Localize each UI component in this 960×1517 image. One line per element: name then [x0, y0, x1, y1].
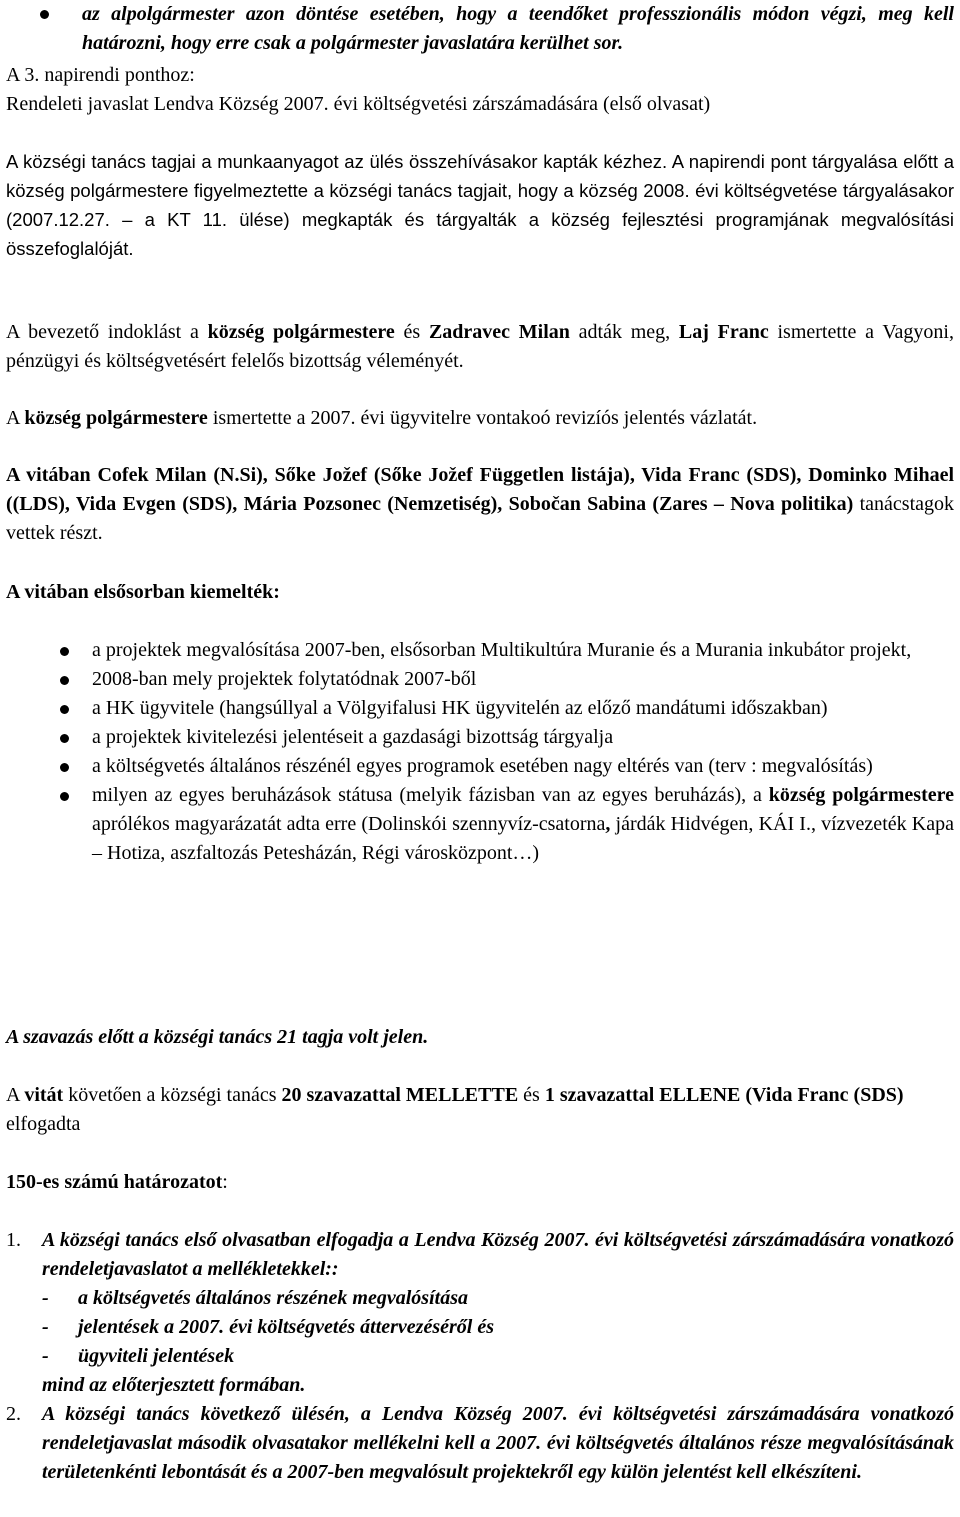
bullet-dot-icon	[60, 647, 69, 656]
bullet-dot-icon	[60, 676, 69, 685]
resolution-closing: mind az előterjesztett formában.	[42, 1374, 306, 1396]
resolution-number: 2.	[6, 1403, 21, 1425]
list-item: - ügyviteli jelentések	[42, 1345, 235, 1367]
list-item: - jelentések a 2007. évi költségvetés áttervezéséről és	[42, 1316, 494, 1338]
intro-reasoning-paragraph: A bevezető indoklást a község polgármestere és Zadravec Milan adták meg, Laj Franc ismertette a Vagyoni, pénzügyi és költségvetésért felelős bizottság véleményét.	[6, 321, 954, 372]
resolution-text: A községi tanács következő ülésén, a Lendva Község 2007. évi költségvetési zárszámadására vonatkozó rendeletjavaslat második olvasatakor mellékelni kell a 2007. évi költségvetés általános része megvalósításának területenkénti lebontását és a 2007-ben megvalósult projektekről egy külön jelentést kell elkészíteni.	[42, 1403, 954, 1483]
list-item: a költségvetés általános részénél egyes programok esetében nagy eltérés van (terv : megvalósítás)	[6, 752, 954, 781]
top-bullet-item	[6, 0, 954, 58]
resolution-text: A községi tanács első olvasatban elfogadja a Lendva Község 2007. évi költségvetési zárszámadására vonatkozó rendeletjavaslatot a mellékletekkel::	[42, 1229, 954, 1280]
bullet-dot-icon	[60, 763, 69, 772]
audit-paragraph: A község polgármestere ismertette a 2007. évi ügyvitelre vontakoó revizíós jelentés vázlatát.	[6, 407, 758, 429]
list-item: a HK ügyvitele (hangsúllyal a Völgyifalusi HK ügyvitelén az előző mandátumi időszakban)	[6, 694, 954, 723]
bullet-dot-icon	[60, 792, 69, 801]
resolution-number: 1.	[6, 1229, 21, 1251]
attendance-note: A szavazás előtt a községi tanács 21 tagja volt jelen.	[6, 1026, 429, 1048]
bullet-dot-icon	[60, 705, 69, 714]
list-item: milyen az egyes beruházások státusa (melyik fázisban van az egyes beruházás), a község polgármestere aprólékos magyarázatát adta erre (Dolinskói szennyvíz-csatorna, járdák Hidvégen, KÁI I., vízvezeték Kapa – Hotiza, aszfaltozás Petesházán, Régi városközpont…)	[6, 781, 954, 868]
agenda-title: Rendeleti javaslat Lendva Község 2007. évi költségvetési zárszámadására (első olvasat)	[6, 93, 711, 115]
highlights-heading: A vitában elsősorban kiemelték:	[6, 581, 280, 603]
resolution-item	[6, 1400, 954, 1487]
bullet-dot-icon	[40, 10, 49, 19]
highlights-list	[6, 636, 954, 868]
bullet-dot-icon	[60, 734, 69, 743]
list-item: a projektek kivitelezési jelentéseit a gazdasági bizottság tárgyalja	[6, 723, 954, 752]
top-bullet-text: az alpolgármester azon döntése esetében, hogy a teendőket professzionális módon végzi, meg kell határozni, hogy erre csak a polgármester javaslatára kerülhet sor.	[82, 3, 954, 54]
agenda-heading: A 3. napirendi ponthoz:	[6, 64, 195, 86]
debate-participants: A vitában Cofek Milan (N.Si), Sőke Jožef (Sőke Jožef Független listája), Vida Franc (SDS), Dominko Mihael ((LDS), Vida Evgen (SDS), Mária Pozsonec (Nemzetiség), Sobočan Sabina (Zares – Nova politika) tanácstagok vettek részt.	[6, 464, 955, 544]
list-item: 2008-ban mely projektek folytatódnak 2007-ből	[6, 665, 954, 694]
list-item: a projektek megvalósítása 2007-ben, elsősorban Multikultúra Muranie és a Murania inkubátor projekt,	[6, 636, 954, 665]
list-item: - a költségvetés általános részének megvalósítása	[42, 1287, 468, 1309]
vote-result: A vitát követően a községi tanács 20 szavazattal MELLETTE és 1 szavazattal ELLENE (Vida Franc (SDS) elfogadta	[6, 1084, 904, 1135]
resolutions-list	[6, 1226, 954, 1487]
resolution-item	[6, 1226, 954, 1400]
resolution-heading: 150-es számú határozatot:	[6, 1171, 228, 1193]
intro-paragraph: A községi tanács tagjai a munkaanyagot az ülés összehívásakor kapták kézhez. A napirendi pont tárgyalása előtt a község polgármestere figyelmeztette a községi tanács tagjait, hogy a község 2008. évi költségvetése tárgyalásakor (2007.12.27. – a KT 11. ülése) megkapták és tárgyalták a község fejlesztési programjának megvalósítási összefoglalóját.	[6, 151, 954, 259]
